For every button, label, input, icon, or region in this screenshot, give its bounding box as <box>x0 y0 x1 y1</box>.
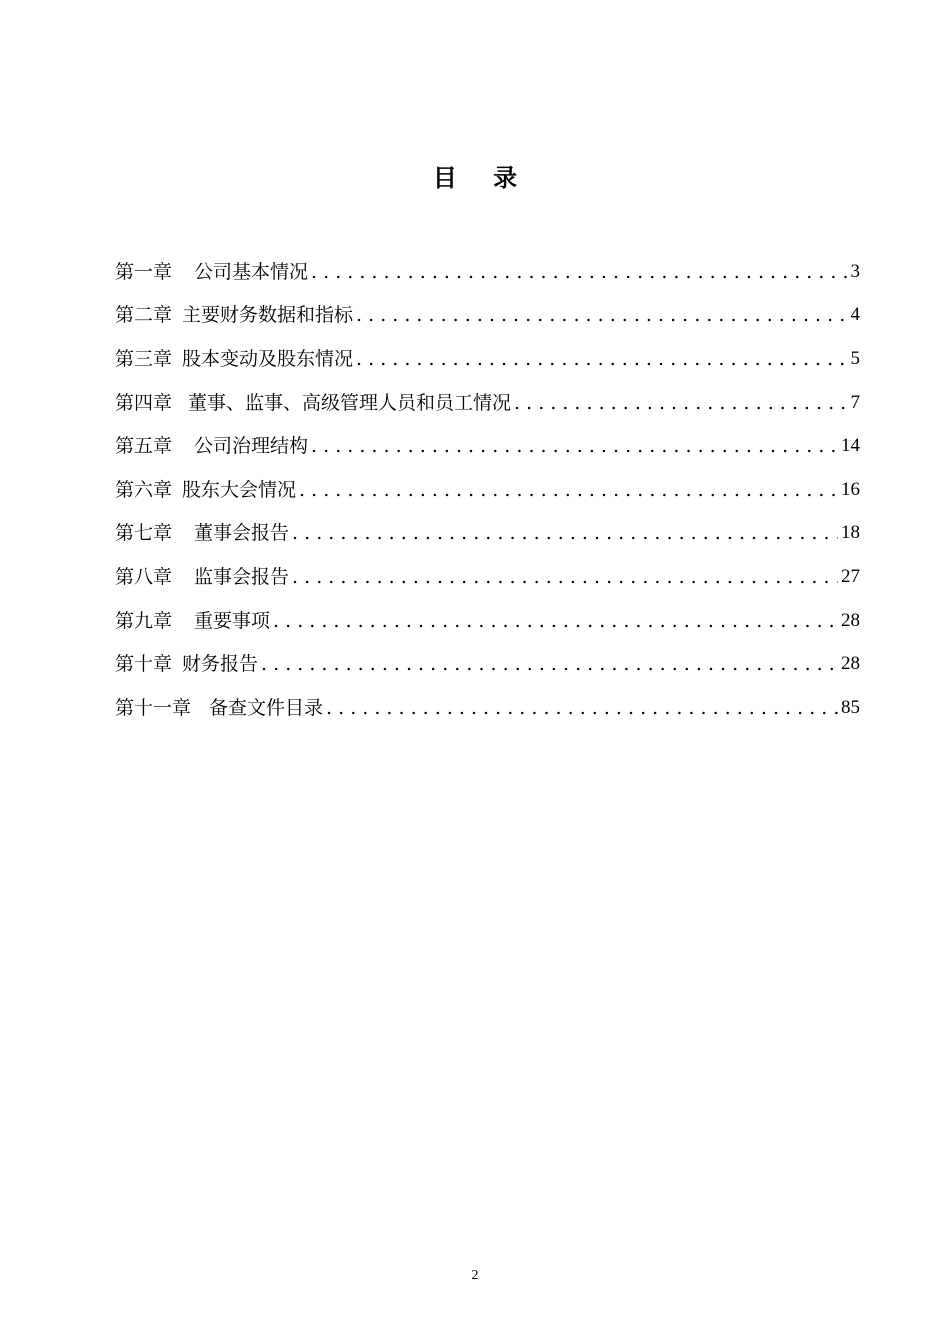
page-number: 2 <box>471 1268 479 1283</box>
toc-chapter-title: 重要事项 <box>194 609 271 632</box>
toc-chapter-label: 第九章 <box>115 609 173 632</box>
toc-page-number: 7 <box>850 391 860 413</box>
toc-dot-leader <box>292 563 838 591</box>
table-of-contents <box>115 250 860 730</box>
toc-chapter-title: 公司治理结构 <box>194 435 309 458</box>
toc-entry-2[interactable] <box>115 294 860 338</box>
toc-page-number: 16 <box>841 478 860 500</box>
toc-entry-5[interactable] <box>115 424 860 468</box>
toc-chapter-title: 财务报告 <box>182 653 259 676</box>
toc-page-number: 4 <box>850 304 860 326</box>
toc-entry-3[interactable] <box>115 337 860 381</box>
toc-entry-4[interactable] <box>115 381 860 425</box>
toc-page-number: 85 <box>841 696 860 718</box>
toc-dot-leader <box>292 519 838 547</box>
toc-entry-8[interactable] <box>115 555 860 599</box>
toc-dot-leader <box>356 301 847 329</box>
toc-entry-10[interactable] <box>115 642 860 686</box>
toc-chapter-label: 第十章 <box>115 653 173 676</box>
toc-chapter-title: 公司基本情况 <box>194 260 309 283</box>
toc-chapter-title: 备查文件目录 <box>209 696 324 719</box>
page-title: 目 录 <box>432 163 532 192</box>
toc-dot-leader <box>356 345 847 373</box>
toc-entry-1[interactable] <box>115 250 860 294</box>
toc-dot-leader <box>326 694 838 722</box>
toc-page-number: 27 <box>841 565 860 587</box>
toc-chapter-title: 股东大会情况 <box>182 478 297 501</box>
toc-page-number: 18 <box>841 522 860 544</box>
toc-chapter-label: 第四章 <box>115 391 173 414</box>
toc-dot-leader <box>311 432 838 460</box>
toc-chapter-title: 股本变动及股东情况 <box>182 347 354 370</box>
toc-chapter-label: 第八章 <box>115 565 173 588</box>
toc-chapter-title: 主要财务数据和指标 <box>182 304 354 327</box>
toc-dot-leader <box>311 258 847 286</box>
toc-entry-11[interactable] <box>115 686 860 730</box>
toc-dot-leader <box>261 650 838 678</box>
toc-chapter-label: 第一章 <box>115 260 173 283</box>
toc-chapter-label: 第三章 <box>115 347 173 370</box>
toc-chapter-label: 第六章 <box>115 478 173 501</box>
toc-page-number: 5 <box>850 347 860 369</box>
toc-entry-6[interactable] <box>115 468 860 512</box>
toc-chapter-label: 第十一章 <box>115 696 192 719</box>
toc-chapter-title: 监事会报告 <box>194 565 290 588</box>
toc-chapter-label: 第二章 <box>115 304 173 327</box>
toc-chapter-title: 董事会报告 <box>194 522 290 545</box>
toc-dot-leader <box>273 607 838 635</box>
toc-dot-leader <box>514 389 847 417</box>
toc-chapter-title: 董事、监事、高级管理人员和员工情况 <box>188 391 512 414</box>
toc-page-number: 28 <box>841 653 860 675</box>
toc-dot-leader <box>299 476 838 504</box>
toc-entry-9[interactable] <box>115 599 860 643</box>
toc-page-number: 28 <box>841 609 860 631</box>
toc-page-number: 14 <box>841 435 860 457</box>
toc-chapter-label: 第七章 <box>115 522 173 545</box>
toc-entry-7[interactable] <box>115 512 860 556</box>
toc-chapter-label: 第五章 <box>115 435 173 458</box>
toc-page-number: 3 <box>850 260 860 282</box>
